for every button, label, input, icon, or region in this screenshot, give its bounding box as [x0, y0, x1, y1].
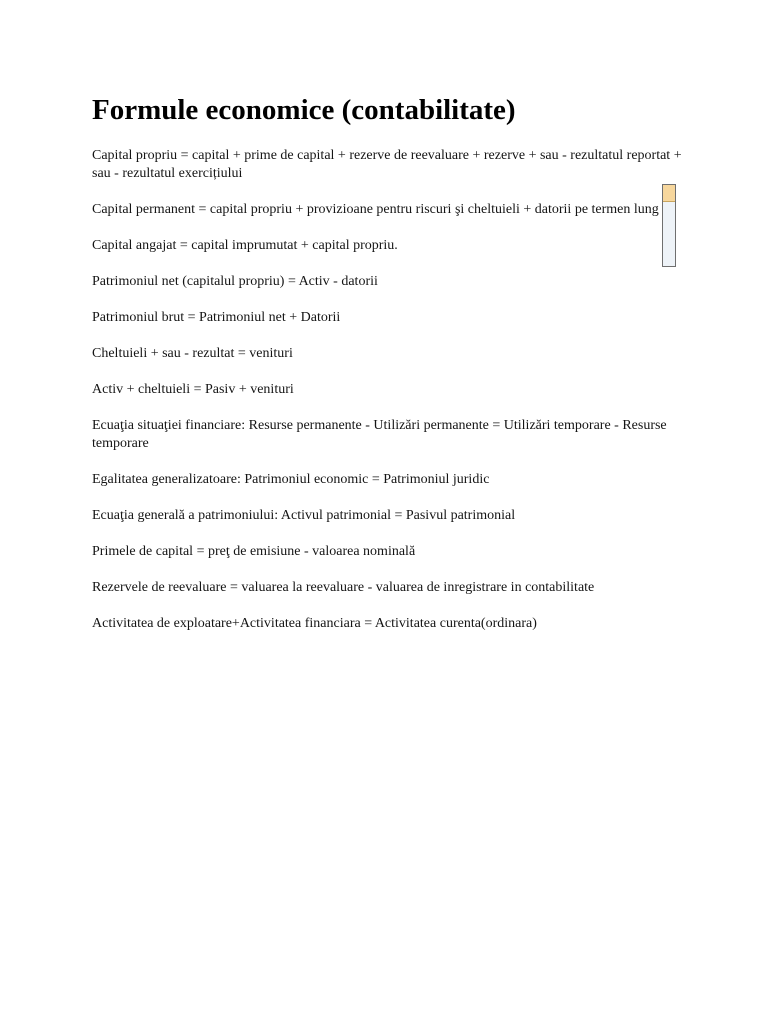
formula-patrimoniul-brut: Patrimoniul brut = Patrimoniul net + Datorii: [92, 310, 341, 325]
formula-capital-angajat: Capital angajat = capital imprumutat + capital propriu.: [92, 238, 398, 253]
formula-capital-propriu: Capital propriu = capital + prime de capital + rezerve de reevaluare + rezerve + sau - rezultatul reportat + sau - rezultatul exercițiului: [92, 148, 682, 181]
formula-rezerve-reevaluare: Rezervele de reevaluare = valuarea la reevaluare - valuarea de inregistrare in contabilitate: [92, 580, 595, 595]
formula-ecuatie-patrimoniu: Ecuaţia generală a patrimoniului: Activul patrimonial = Pasivul patrimonial: [92, 508, 516, 523]
formula-prime-capital: Primele de capital = preţ de emisiune - valoarea nominală: [92, 544, 416, 559]
formula-patrimoniul-net: Patrimoniul net (capitalul propriu) = Activ - datorii: [92, 274, 378, 289]
document-title: Formule economice (contabilitate): [92, 94, 516, 126]
formula-list: [92, 147, 684, 651]
formula-capital-permanent: Capital permanent = capital propriu + provizioane pentru riscuri şi cheltuieli + datorii pe termen lung: [92, 202, 659, 217]
formula-cheltuieli-rezultat: Cheltuieli + sau - rezultat = venituri: [92, 346, 293, 361]
formula-activitate-curenta: Activitatea de exploatare+Activitatea financiara = Activitatea curenta(ordinara): [92, 616, 537, 631]
comment-marker[interactable]: [662, 184, 676, 267]
comment-marker-header: [663, 185, 675, 202]
formula-situatie-financiara: Ecuaţia situaţiei financiare: Resurse permanente - Utilizări permanente = Utilizări temporare - Resurse temporare: [92, 418, 667, 451]
formula-activ-pasiv: Activ + cheltuieli = Pasiv + venituri: [92, 382, 294, 397]
formula-egalitate-generalizatoare: Egalitatea generalizatoare: Patrimoniul economic = Patrimoniul juridic: [92, 472, 490, 487]
